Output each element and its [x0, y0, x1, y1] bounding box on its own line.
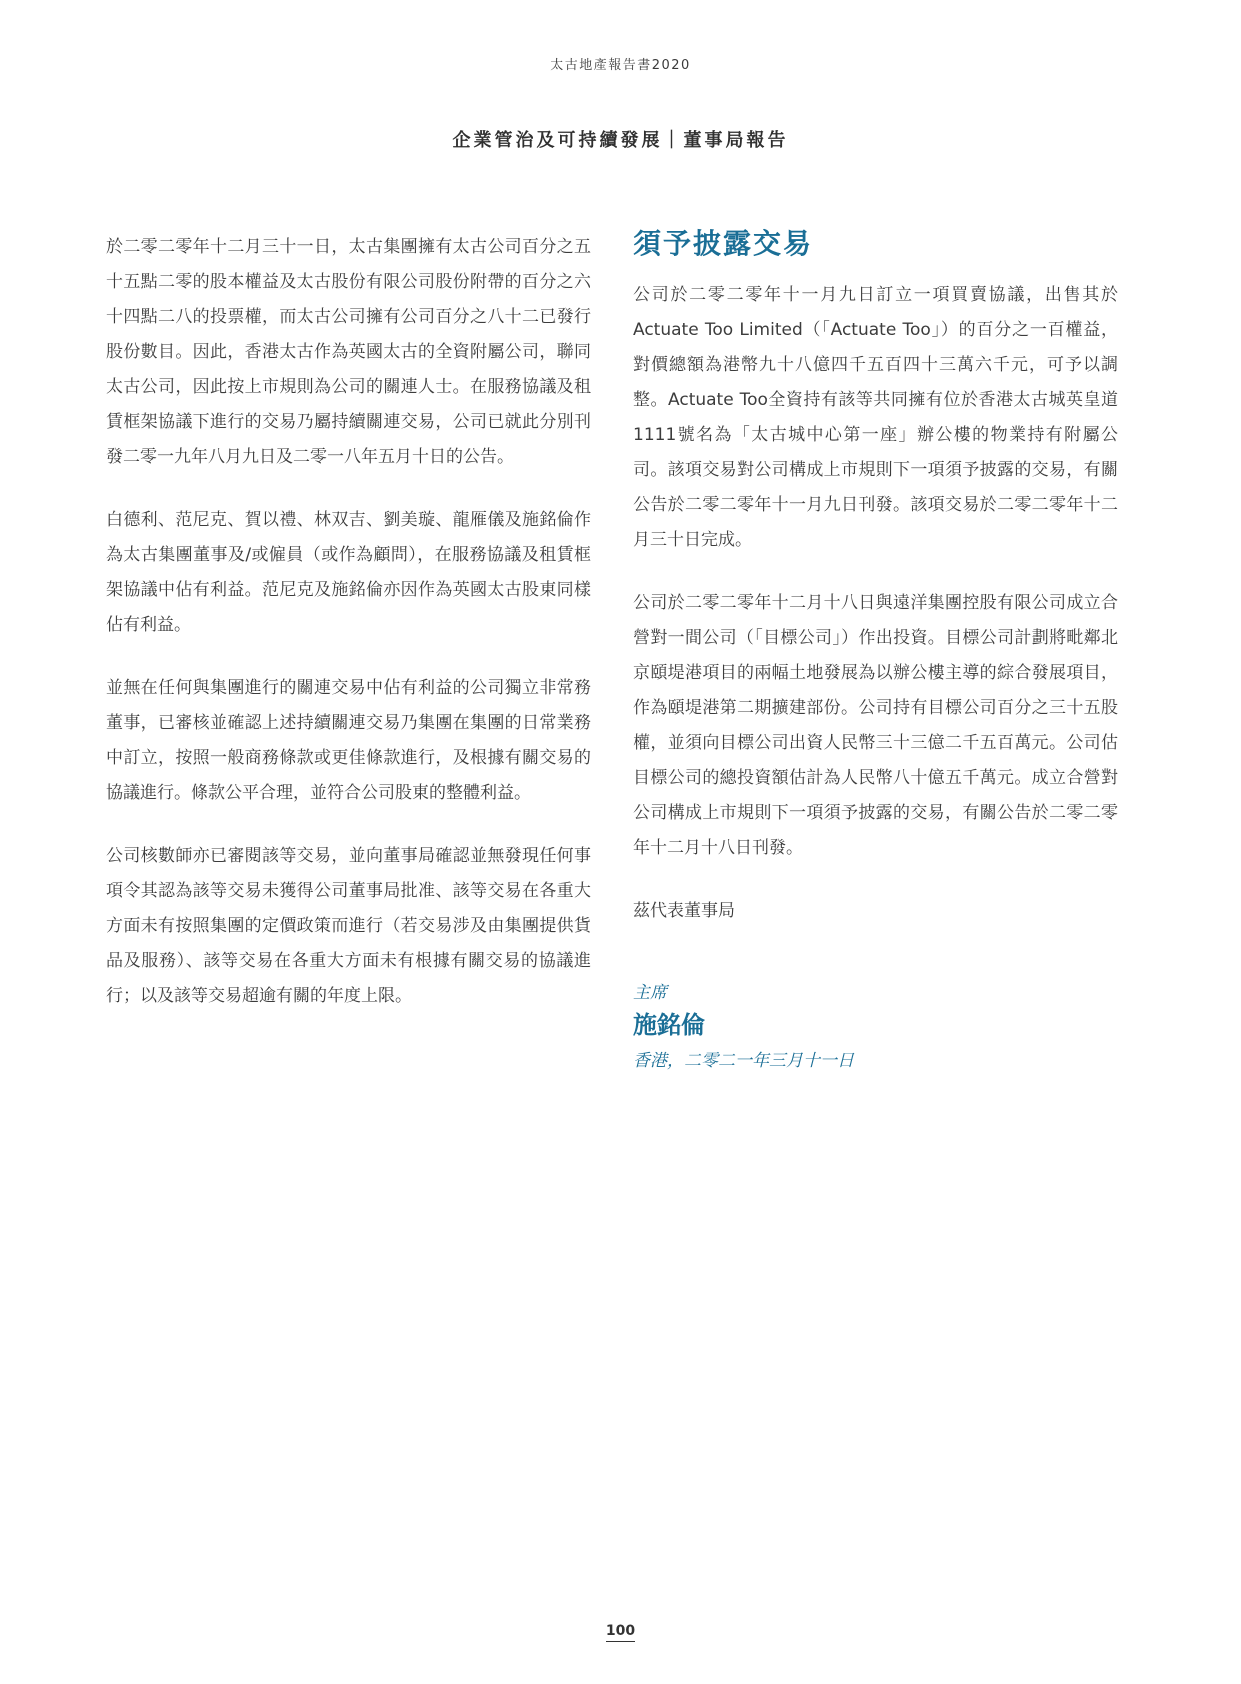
signatory-role: 主席 — [633, 983, 667, 1003]
paragraph: 並無在任何與集團進行的關連交易中佔有利益的公司獨立非常務董事，已審核並確認上述持續關連交易乃集團在集團的日常業務中訂立，按照一般商務條款或更佳條款進行，及根據有關交易的協議進行。條款公平合理，並符合公司股東的整體利益。 — [106, 678, 591, 803]
section-title: 企業管治及可持續發展｜董事局報告 — [452, 130, 789, 151]
paragraph: 白德利、范尼克、賀以禮、林双吉、劉美璇、龍雁儀及施銘倫作為太古集團董事及/或僱員（或作為顧問），在服務協議及租賃框架協議中佔有利益。范尼克及施銘倫亦因作為英國太古股東同樣佔有利益。 — [106, 510, 591, 635]
signatory-name: 施銘倫 — [633, 1011, 705, 1039]
left-column — [106, 230, 591, 1042]
paragraph: 於二零二零年十二月三十一日，太古集團擁有太古公司百分之五十五點二零的股本權益及太古股份有限公司股份附帶的百分之六十四點二八的投票權，而太古公司擁有公司百分之八十二已發行股份數目。因此，香港太古作為英國太古的全資附屬公司，聯同太古公司，因此按上市規則為公司的關連人士。在服務協議及租賃框架協議下進行的交易乃屬持續關連交易，公司已就此分別刊發二零一九年八月九日及二零一八年五月十日的公告。 — [106, 237, 591, 467]
signoff-text: 茲代表董事局 — [633, 901, 735, 921]
signature-block — [633, 981, 1118, 1075]
page-number — [0, 1623, 1241, 1639]
page-number-text: 100 — [606, 1623, 635, 1642]
section-heading: 須予披露交易 — [633, 227, 814, 260]
right-column — [633, 227, 1118, 1075]
paragraph: 公司於二零二零年十一月九日訂立一項買賣協議，出售其於Actuate Too Limited（「Actuate Too」）的百分之一百權益，對價總額為港幣九十八億四千五百四十三萬六千元，可予以調整。Actuate Too全資持有該等共同擁有位於香港太古城英皇道1111號名為「太古城中心第一座」辦公樓的物業持有附屬公司。該項交易對公司構成上市規則下一項須予披露的交易，有關公告於二零二零年十一月九日刊發。該項交易於二零二零年十二月三十日完成。 — [633, 285, 1118, 550]
signature-place-date: 香港，二零二一年三月十一日 — [633, 1051, 854, 1071]
paragraph: 公司於二零二零年十二月十八日與遠洋集團控股有限公司成立合營對一間公司（「目標公司」）作出投資。目標公司計劃將毗鄰北京頤堤港項目的兩幅土地發展為以辦公樓主導的綜合發展項目，作為頤堤港第二期擴建部份。公司持有目標公司百分之三十五股權，並須向目標公司出資人民幣三十三億二千五百萬元。公司估目標公司的總投資額估計為人民幣八十億五千萬元。成立合營對公司構成上市規則下一項須予披露的交易，有關公告於二零二零年十二月十八日刊發。 — [633, 593, 1118, 858]
paragraph: 公司核數師亦已審閱該等交易，並向董事局確認並無發現任何事項令其認為該等交易未獲得公司董事局批准、該等交易在各重大方面未有按照集團的定價政策而進行（若交易涉及由集團提供貨品及服務）、該等交易在各重大方面未有根據有關交易的協議進行；以及該等交易超逾有關的年度上限。 — [106, 846, 591, 1006]
report-title: 太古地產報告書2020 — [550, 58, 691, 73]
